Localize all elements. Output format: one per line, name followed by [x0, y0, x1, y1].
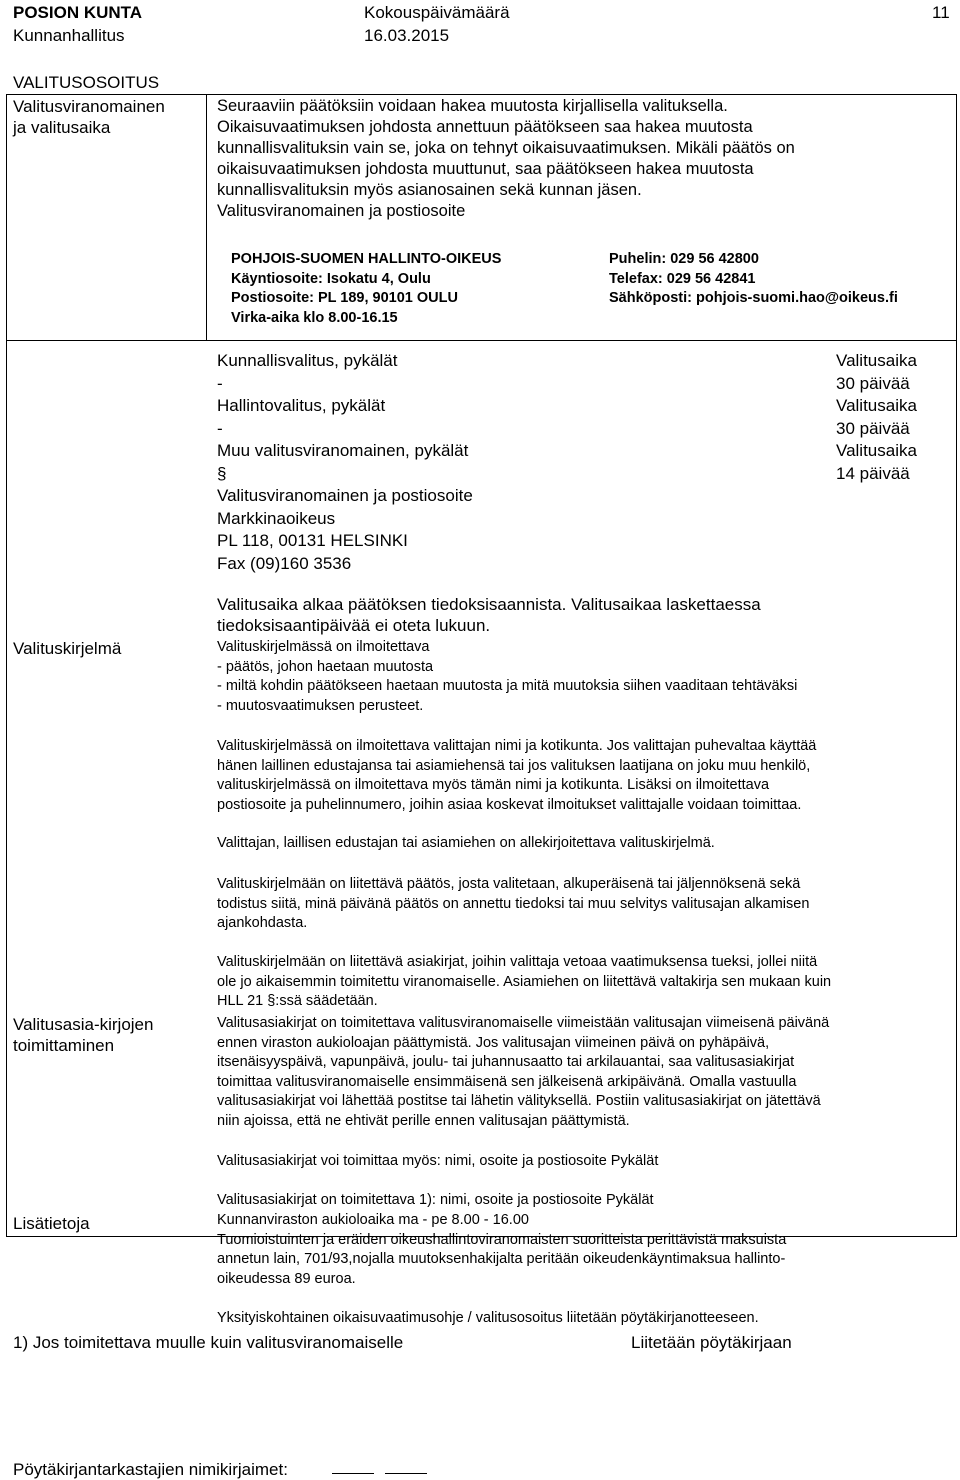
- appeal-periods-list: [836, 350, 917, 485]
- appeal-line: Valitusviranomainen ja postiosoite: [217, 486, 473, 505]
- period-line: Valitusaika: [836, 396, 917, 415]
- text-line: Valituskirjelmässä on ilmoitettava: [217, 639, 430, 655]
- text-line: tiedoksisaantipäivää ei oteta lukuun.: [217, 616, 491, 635]
- text-line: - muutosvaatimuksen perusteet.: [217, 697, 424, 714]
- text-line: valitusasiakirjat voi lähettää postitse tai lähetin välityksellä. Postiin valitusasiakirjat on jätettävä: [217, 1093, 821, 1109]
- section-title: VALITUSOSOITUS: [13, 73, 160, 92]
- text-line: Valitusasiakirjat on toimitettava 1): nimi, osoite ja postiosoite Pykälät: [217, 1192, 654, 1208]
- appeal-start-text: [217, 594, 761, 636]
- initials-line-1: [332, 1473, 374, 1474]
- text-line: Valituskirjelmään on liitettävä päätös, josta valitetaan, alkuperäisenä tai jäljennöksenä sekä: [217, 876, 801, 892]
- lisatietoja-block-1: [217, 1211, 786, 1289]
- row-label-valitusviranomainen: [13, 96, 165, 138]
- initials-line-2: [385, 1473, 427, 1474]
- meeting-date: 16.03.2015: [364, 26, 450, 45]
- row-label-toimittaminen: [13, 1014, 153, 1056]
- label-line: ja valitusaika: [13, 118, 111, 137]
- appeal-line: Markkinaoikeus: [217, 508, 336, 528]
- appeal-line: Hallintovalitus, pykälät: [217, 396, 386, 415]
- appeal-line: -: [217, 418, 223, 438]
- text-line: - päätös, johon haetaan muutosta: [217, 658, 434, 675]
- page-number: 11: [932, 3, 950, 22]
- authority-name: POHJOIS-SUOMEN HALLINTO-OIKEUS: [231, 251, 502, 267]
- table-right-border: [956, 94, 957, 1237]
- text-line: Kunnanviraston aukioloaika ma - pe 8.00 - 16.00: [217, 1212, 529, 1228]
- text-line: - miltä kohdin päätökseen haetaan muutosta ja mitä muutoksia siihen vaaditaan tehtäväksi: [217, 678, 798, 694]
- text-line: Seuraaviin päätöksiin voidaan hakea muutosta kirjallisella valituksella.: [217, 97, 728, 115]
- text-line: oikaisuvaatimuksen johdosta muuttunut, saa päätökseen hakea muutosta: [217, 160, 754, 178]
- text-line: toimittaa valitusviranomaiselle ensimmäisenä sen jälkeisenä arkipäivänä. Omalla vastuulla: [217, 1073, 797, 1090]
- text-line: niin ajoissa, että ne ehtivät perille ennen valitusajan päättymistä.: [217, 1112, 630, 1129]
- appeal-line: Kunnallisvalitus, pykälät: [217, 351, 398, 370]
- text-line: Valitusasiakirjat on toimitettava valitusviranomaiselle viimeistään valitusajan viimeisenä päivänä: [217, 1015, 830, 1031]
- footnote: 1) Jos toimitettava muulle kuin valitusviranomaiselle: [13, 1333, 404, 1352]
- text-line: itsenäisyyspäivä, vapunpäivä, joulu- tai juhannusaatto tai arkilauantai, saa valitusasiakirjat: [217, 1054, 795, 1070]
- period-line: 14 päivää: [836, 463, 910, 483]
- toimittaminen-block-1: [217, 1014, 829, 1131]
- toimittaminen-block-2: [217, 1152, 658, 1172]
- authority-phone: Puhelin: 029 56 42800: [609, 251, 759, 267]
- appeal-line: -: [217, 373, 223, 393]
- text-line: ajankohdasta.: [217, 915, 308, 931]
- text-line: Valituskirjelmään on liitettävä asiakirjat, joihin valittaja vetoaa vaatimuksensa tueksi, jollei niitä: [217, 954, 818, 970]
- label-line: toimittaminen: [13, 1036, 115, 1055]
- text-line: Tuomioistuinten ja eräiden oikeushallintoviranomaisten suoritteista perittävistä maksuista: [217, 1231, 787, 1248]
- text-line: valituskirjelmässä on ilmoitettava myös tämän nimi ja kotikunta. Lisäksi on ilmoitettava: [217, 777, 770, 793]
- lisatietoja-block-2: [217, 1309, 759, 1329]
- attachment-note: Liitetään pöytäkirjaan: [631, 1333, 792, 1352]
- authority-contacts: [609, 250, 898, 309]
- text-line: annetun lain, 701/93,nojalla muutoksenhakijalta peritään oikeudenkäyntimaksua hallinto-: [217, 1251, 786, 1267]
- municipality-name: POSION KUNTA: [13, 3, 143, 22]
- label-line: Valitusasia-kirjojen: [13, 1015, 154, 1034]
- appeal-intro-text: [217, 96, 795, 222]
- authority-address: [231, 250, 501, 328]
- text-line: kunnallisvalituksin vain se, joka on tehnyt oikaisuvaatimuksen. Mikäli päätös on: [217, 139, 795, 157]
- valituskirjelma-block-5: [217, 953, 831, 1012]
- authority-office-hours: Virka-aika klo 8.00-16.15: [231, 309, 398, 326]
- table-left-border: [6, 94, 7, 1237]
- meeting-date-label: Kokouspäivämäärä: [364, 3, 510, 22]
- text-line: Yksityiskohtainen oikaisuvaatimusohje / valitusosoitus liitetään pöytäkirjanotteeseen.: [217, 1310, 759, 1326]
- table-top-border: [6, 94, 957, 95]
- text-line: Valitusasiakirjat voi toimittaa myös: nimi, osoite ja postiosoite Pykälät: [217, 1153, 659, 1169]
- organ-name: Kunnanhallitus: [13, 26, 125, 45]
- initials-label: Pöytäkirjantarkastajien nimikirjaimet:: [13, 1460, 288, 1479]
- text-line: Oikaisuvaatimuksen johdosta annettuun päätökseen saa hakea muutosta: [217, 118, 753, 136]
- text-line: hänen laillinen edustajansa tai asiamiehensä tai jos valituksen laatijana on joku muu henkilö,: [217, 757, 811, 774]
- text-line: HLL 21 §:ssä säädetään.: [217, 993, 378, 1009]
- valituskirjelma-block-4: [217, 875, 809, 934]
- text-line: oikeudessa 89 euroa.: [217, 1270, 356, 1287]
- text-line: Valittajan, laillisen edustajan tai asiamiehen on allekirjoitettava valituskirjelmä.: [217, 835, 715, 851]
- period-line: Valitusaika: [836, 441, 917, 460]
- text-line: Valituskirjelmässä on ilmoitettava valittajan nimi ja kotikunta. Jos valittajan puhevaltaa käyttää: [217, 738, 817, 754]
- period-line: 30 päivää: [836, 418, 910, 438]
- authority-email: Sähköposti: pohjois-suomi.hao@oikeus.fi: [609, 290, 898, 306]
- toimittaminen-block-3: [217, 1191, 654, 1211]
- valituskirjelma-block-3: [217, 834, 715, 854]
- appeal-line: §: [217, 463, 227, 483]
- period-line: Valitusaika: [836, 351, 917, 370]
- table-row-divider: [6, 340, 957, 341]
- text-line: ole jo aikaisemmin toimitettu viranomaiselle. Asiamiehen on liitettävä valtakirja sen mukaan kuin: [217, 973, 832, 990]
- text-line: Valitusaika alkaa päätöksen tiedoksisaannista. Valitusaikaa laskettaessa: [217, 595, 761, 614]
- text-line: Valitusviranomainen ja postiosoite: [217, 202, 466, 220]
- table-column-divider: [206, 94, 207, 341]
- authority-fax: Telefax: 029 56 42841: [609, 270, 756, 287]
- appeal-line: PL 118, 00131 HELSINKI: [217, 531, 408, 550]
- text-line: ennen viraston aukioloajan päättymistä. Jos valitusajan viimeinen päivä on pyhäpäivä,: [217, 1034, 770, 1051]
- authority-visit-address: Käyntiosoite: Isokatu 4, Oulu: [231, 270, 431, 287]
- appeal-types-list: [217, 350, 473, 575]
- appeal-line: Muu valitusviranomainen, pykälät: [217, 441, 469, 460]
- label-line: Valitusviranomainen: [13, 97, 165, 116]
- authority-postal-address: Postiosoite: PL 189, 90101 OULU: [231, 290, 458, 306]
- text-line: todistus siitä, minä päivänä päätös on annettu tiedoksi tai muu selvitys valitusajan alkamisen: [217, 895, 810, 912]
- appeal-line: Fax (09)160 3536: [217, 553, 352, 573]
- row-label-valituskirjelma: Valituskirjelmä: [13, 639, 122, 658]
- row-label-lisatietoja: Lisätietoja: [13, 1214, 90, 1233]
- valituskirjelma-block-1: [217, 638, 797, 716]
- period-line: 30 päivää: [836, 373, 910, 393]
- text-line: postiosoite ja puhelinnumero, joihin asiaa koskevat ilmoitukset valittajalle voidaan toimittaa.: [217, 796, 802, 813]
- valituskirjelma-block-2: [217, 737, 816, 815]
- text-line: kunnallisvalituksin myös asianosainen sekä kunnan jäsen.: [217, 181, 642, 199]
